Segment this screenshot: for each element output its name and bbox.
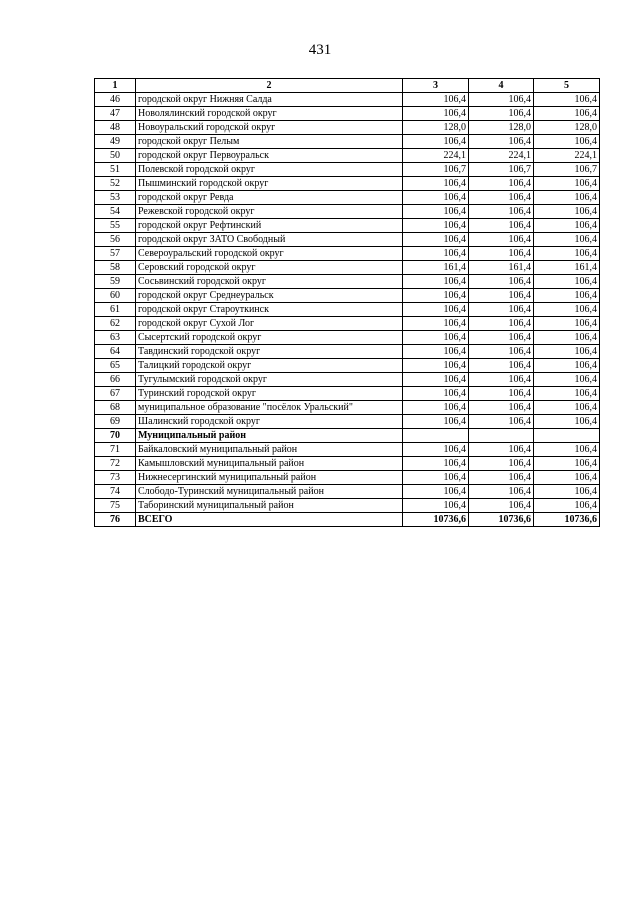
table-row [95,359,600,373]
row-col4-cell: 106,4 [469,401,534,415]
row-col3-cell: 106,4 [403,443,469,457]
row-col5-cell: 106,4 [534,303,600,317]
row-name-cell: Талицкий городской округ [136,359,403,373]
row-number-cell: 75 [95,499,136,513]
row-name-cell: Нижнесергинский муниципальный район [136,471,403,485]
row-name-cell: городской округ Рефтинский [136,219,403,233]
row-col5-cell: 106,4 [534,219,600,233]
row-col4-cell: 106,4 [469,373,534,387]
row-number-cell: 57 [95,247,136,261]
row-col3-cell: 106,4 [403,373,469,387]
row-col5-cell: 106,4 [534,107,600,121]
row-col4-cell: 106,4 [469,191,534,205]
row-number-cell: 55 [95,219,136,233]
row-col3-cell: 106,4 [403,107,469,121]
row-name-cell: Сысертский городской округ [136,331,403,345]
row-col3-cell: 106,4 [403,275,469,289]
row-col4-cell: 106,4 [469,443,534,457]
row-col3-cell: 106,4 [403,233,469,247]
row-name-cell: городской округ Нижняя Салда [136,93,403,107]
row-col3-cell: 106,4 [403,135,469,149]
row-col4-cell: 106,4 [469,303,534,317]
row-name-cell: Муниципальный район [136,429,403,443]
row-col3-cell: 106,4 [403,247,469,261]
row-number-cell: 66 [95,373,136,387]
row-col4-cell: 106,4 [469,499,534,513]
row-col3-cell: 106,7 [403,163,469,177]
row-col5-cell: 106,4 [534,415,600,429]
row-col4-cell: 106,4 [469,317,534,331]
row-col4-cell: 106,4 [469,359,534,373]
row-col4-cell: 106,4 [469,275,534,289]
row-name-cell: Слободо-Туринский муниципальный район [136,485,403,499]
row-col3-cell: 161,4 [403,261,469,275]
row-name-cell: Камышловский муниципальный район [136,457,403,471]
table-row [95,331,600,345]
row-name-cell: Сосьвинский городской округ [136,275,403,289]
row-number-cell: 71 [95,443,136,457]
row-number-cell: 61 [95,303,136,317]
row-number-cell: 59 [95,275,136,289]
row-number-cell: 51 [95,163,136,177]
header-col-3: 3 [403,79,469,93]
table-row [95,317,600,331]
row-col5-cell: 106,4 [534,443,600,457]
header-col-5: 5 [534,79,600,93]
header-col-2: 2 [136,79,403,93]
row-number-cell: 74 [95,485,136,499]
row-col3-cell: 10736,6 [403,513,469,527]
row-col3-cell: 106,4 [403,359,469,373]
row-col4-cell: 224,1 [469,149,534,163]
row-name-cell: Полевской городской округ [136,163,403,177]
header-col-4: 4 [469,79,534,93]
table-row [95,275,600,289]
row-col5-cell: 128,0 [534,121,600,135]
table-row [95,471,600,485]
row-col3-cell: 106,4 [403,457,469,471]
row-number-cell: 62 [95,317,136,331]
row-col3-cell: 106,4 [403,289,469,303]
table-row [95,177,600,191]
row-number-cell: 67 [95,387,136,401]
table-row [95,149,600,163]
row-col5-cell: 106,4 [534,289,600,303]
row-col3-cell: 128,0 [403,121,469,135]
row-number-cell: 69 [95,415,136,429]
row-name-cell: городской округ Сухой Лог [136,317,403,331]
table-row [95,345,600,359]
row-number-cell: 60 [95,289,136,303]
row-col3-cell: 106,4 [403,331,469,345]
row-col5-cell: 106,4 [534,205,600,219]
row-col5-cell: 106,4 [534,471,600,485]
table-body [95,93,600,527]
row-number-cell: 72 [95,457,136,471]
row-number-cell: 76 [95,513,136,527]
row-col3-cell: 106,4 [403,177,469,191]
row-col3-cell: 106,4 [403,317,469,331]
row-col5-cell: 161,4 [534,261,600,275]
table-row [95,429,600,443]
row-number-cell: 56 [95,233,136,247]
row-col4-cell: 106,4 [469,219,534,233]
row-number-cell: 63 [95,331,136,345]
row-name-cell: городской округ Староуткинск [136,303,403,317]
row-col5-cell: 106,4 [534,275,600,289]
row-col3-cell: 106,4 [403,387,469,401]
row-col3-cell: 106,4 [403,415,469,429]
row-name-cell: городской округ ЗАТО Свободный [136,233,403,247]
row-number-cell: 73 [95,471,136,485]
row-name-cell: Тавдинский городской округ [136,345,403,359]
row-name-cell: Североуральский городской округ [136,247,403,261]
row-col3-cell: 106,4 [403,205,469,219]
row-number-cell: 70 [95,429,136,443]
row-col4-cell: 106,4 [469,457,534,471]
page-number: 431 [308,42,332,58]
row-name-cell: Серовский городской округ [136,261,403,275]
row-col4-cell: 128,0 [469,121,534,135]
table-row [95,485,600,499]
row-col4-cell: 106,4 [469,289,534,303]
row-col5-cell: 106,4 [534,135,600,149]
table-row [95,191,600,205]
data-table [94,78,600,527]
table-row [95,261,600,275]
row-name-cell: ВСЕГО [136,513,403,527]
row-number-cell: 64 [95,345,136,359]
table-row [95,247,600,261]
row-col4-cell: 106,4 [469,247,534,261]
row-number-cell: 48 [95,121,136,135]
row-col4-cell: 106,4 [469,415,534,429]
row-col4-cell: 106,4 [469,331,534,345]
row-name-cell: Новоуральский городской округ [136,121,403,135]
table-row [95,443,600,457]
table-row [95,303,600,317]
row-number-cell: 52 [95,177,136,191]
row-col3-cell: 106,4 [403,345,469,359]
row-col3-cell [403,429,469,443]
row-col3-cell: 106,4 [403,219,469,233]
row-col4-cell: 106,4 [469,205,534,219]
row-name-cell: городской округ Первоуральск [136,149,403,163]
table-row [95,387,600,401]
table-row [95,401,600,415]
table-row [95,135,600,149]
row-name-cell: Байкаловский муниципальный район [136,443,403,457]
row-col5-cell: 106,4 [534,373,600,387]
row-col5-cell: 106,4 [534,345,600,359]
row-name-cell: Режевской городской округ [136,205,403,219]
row-col5-cell: 106,4 [534,457,600,471]
row-col4-cell: 106,7 [469,163,534,177]
table-row [95,457,600,471]
row-col5-cell: 106,4 [534,499,600,513]
row-col3-cell: 106,4 [403,499,469,513]
row-col5-cell: 106,4 [534,191,600,205]
table-row [95,289,600,303]
row-col3-cell: 106,4 [403,485,469,499]
row-name-cell: Новолялинский городской округ [136,107,403,121]
table-row [95,219,600,233]
row-number-cell: 50 [95,149,136,163]
row-col5-cell: 106,4 [534,401,600,415]
row-col5-cell: 106,4 [534,247,600,261]
row-number-cell: 49 [95,135,136,149]
row-number-cell: 53 [95,191,136,205]
table-row [95,93,600,107]
row-col4-cell: 106,4 [469,485,534,499]
table-row [95,513,600,527]
row-col4-cell [469,429,534,443]
row-name-cell: городской округ Пелым [136,135,403,149]
row-name-cell: муниципальное образование "посёлок Уральский" [136,401,403,415]
header-row [95,79,600,93]
row-col5-cell: 106,4 [534,331,600,345]
row-col4-cell: 106,4 [469,93,534,107]
row-col5-cell: 106,4 [534,233,600,247]
row-col4-cell: 106,4 [469,471,534,485]
table-row [95,499,600,513]
row-col3-cell: 224,1 [403,149,469,163]
row-number-cell: 47 [95,107,136,121]
table-row [95,205,600,219]
row-col3-cell: 106,4 [403,93,469,107]
row-col4-cell: 106,4 [469,345,534,359]
row-col5-cell: 106,4 [534,93,600,107]
row-col3-cell: 106,4 [403,303,469,317]
row-name-cell: Таборинский муниципальный район [136,499,403,513]
row-col5-cell [534,429,600,443]
row-col5-cell: 106,4 [534,177,600,191]
row-name-cell: городской округ Среднеуральск [136,289,403,303]
table-row [95,107,600,121]
row-number-cell: 68 [95,401,136,415]
row-col3-cell: 106,4 [403,471,469,485]
row-col4-cell: 106,4 [469,177,534,191]
table-row [95,415,600,429]
row-name-cell: Шалинский городской округ [136,415,403,429]
row-name-cell: городской округ Ревда [136,191,403,205]
row-col5-cell: 106,4 [534,387,600,401]
table-row [95,373,600,387]
row-col4-cell: 106,4 [469,387,534,401]
row-col5-cell: 106,4 [534,317,600,331]
row-col4-cell: 10736,6 [469,513,534,527]
row-col5-cell: 106,4 [534,485,600,499]
row-name-cell: Тугулымский городской округ [136,373,403,387]
row-col5-cell: 106,4 [534,359,600,373]
row-name-cell: Туринский городской округ [136,387,403,401]
row-col5-cell: 106,7 [534,163,600,177]
header-col-1: 1 [95,79,136,93]
row-col5-cell: 224,1 [534,149,600,163]
row-col5-cell: 10736,6 [534,513,600,527]
table-row [95,163,600,177]
row-number-cell: 65 [95,359,136,373]
row-col4-cell: 106,4 [469,135,534,149]
row-number-cell: 46 [95,93,136,107]
row-number-cell: 58 [95,261,136,275]
row-col3-cell: 106,4 [403,191,469,205]
row-name-cell: Пышминский городской округ [136,177,403,191]
table-row [95,233,600,247]
row-number-cell: 54 [95,205,136,219]
row-col3-cell: 106,4 [403,401,469,415]
row-col4-cell: 106,4 [469,233,534,247]
table-row [95,121,600,135]
row-col4-cell: 161,4 [469,261,534,275]
row-col4-cell: 106,4 [469,107,534,121]
